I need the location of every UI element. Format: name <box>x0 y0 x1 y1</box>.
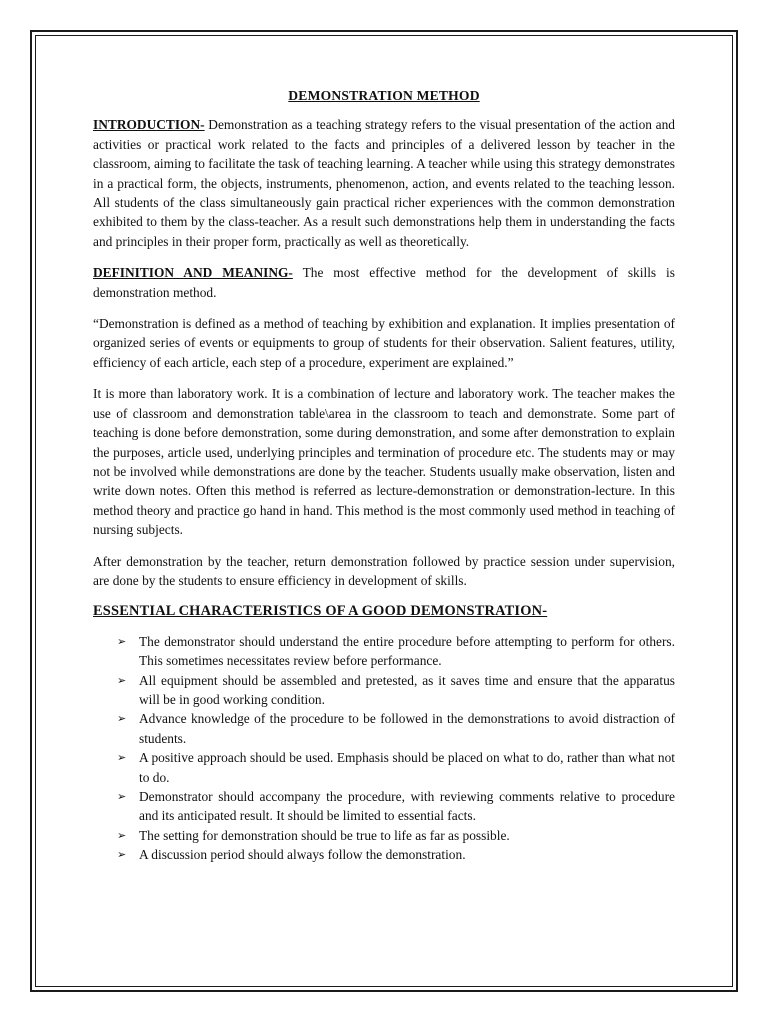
arrow-bullet-icon: ➢ <box>117 712 127 726</box>
laboratory-paragraph: It is more than laboratory work. It is a combination of lecture and laboratory work. The teacher makes the use of classroom and demonstration table\area in the classroom to teach and demonstrate. Some part of teaching is done before demonstration, some during demonstration, and some after demonstration to explain the purposes, article used, underlying principles and termination of procedure etc. The students may or may not be involved while demonstrations are done by the teacher. Students usually make observation, listen and write down notes. Often this method is referred as lecture-demonstration or demonstration-lecture. In this method theory and practice go hand in hand. This method is the most commonly used method in teaching of nursing subjects. <box>93 386 675 538</box>
characteristic-text: A discussion period should always follow the demonstration. <box>139 847 466 863</box>
characteristic-text: The demonstrator should understand the entire procedure before attempting to perform for others. This sometimes necessitates review before performance. <box>139 633 675 669</box>
characteristic-text: Demonstrator should accompany the procedure, with reviewing comments relative to procedure and its anticipated result. It should be limited to essential facts. <box>139 789 675 824</box>
characteristics-list <box>93 632 675 865</box>
characteristic-item <box>117 632 675 671</box>
characteristics-heading: ESSENTIAL CHARACTERISTICS OF A GOOD DEMONSTRATION- <box>93 603 548 620</box>
introduction-text: Demonstration as a teaching strategy refers to the visual presentation of the action and activities or practical work related to the facts and principles of a delivered lesson by teacher in the classroom, aiming to facilitate the task of teaching learning. A teacher while using this strategy demonstrates in a practical form, the objects, instruments, phenomenon, action, and events related to the teaching lesson. All students of the class simultaneously gain practical richer experiences with the common demonstration exhibited to them by the class-teacher. As a result such demonstrations help them in understanding the facts and principles in their proper form, practically as well as theoretically. <box>93 117 675 249</box>
arrow-bullet-icon: ➢ <box>117 828 127 842</box>
document-content <box>93 86 675 865</box>
document-title: DEMONSTRATION METHOD <box>288 88 480 103</box>
characteristic-item <box>117 826 675 845</box>
introduction-paragraph <box>93 115 675 251</box>
arrow-bullet-icon: ➢ <box>117 673 127 687</box>
definition-heading: DEFINITION AND MEANING- <box>93 265 293 281</box>
definition-quote: “Demonstration is defined as a method of teaching by exhibition and explanation. It implies presentation of organized series of events or equipments to group of students for their observation. Salient features, utility, efficiency of each article, each step of a procedure, experiment are explained.” <box>93 316 675 370</box>
arrow-bullet-icon: ➢ <box>117 634 127 648</box>
characteristic-text: All equipment should be assembled and pretested, as it saves time and ensure that the apparatus will be in good working condition. <box>139 672 675 707</box>
return-demonstration-paragraph: After demonstration by the teacher, return demonstration followed by practice session under supervision, are done by the students to ensure efficiency in development of skills. <box>93 553 675 588</box>
arrow-bullet-icon: ➢ <box>117 751 127 765</box>
arrow-bullet-icon: ➢ <box>117 790 127 803</box>
characteristic-text: The setting for demonstration should be true to life as far as possible. <box>139 827 510 843</box>
definition-text: The most effective method for the development of skills is demonstration method. <box>93 265 675 300</box>
characteristic-item <box>117 671 675 710</box>
definition-paragraph <box>93 263 675 302</box>
characteristic-item <box>117 845 675 864</box>
characteristic-item <box>117 748 675 787</box>
characteristic-item <box>117 709 675 748</box>
introduction-heading: INTRODUCTION- <box>93 117 205 133</box>
characteristic-item <box>117 787 675 826</box>
characteristic-text: Advance knowledge of the procedure to be followed in the demonstrations to avoid distraction of students. <box>139 711 675 746</box>
arrow-bullet-icon: ➢ <box>117 848 127 862</box>
characteristic-text: A positive approach should be used. Emphasis should be placed on what to do, rather than what not to do. <box>139 750 675 785</box>
